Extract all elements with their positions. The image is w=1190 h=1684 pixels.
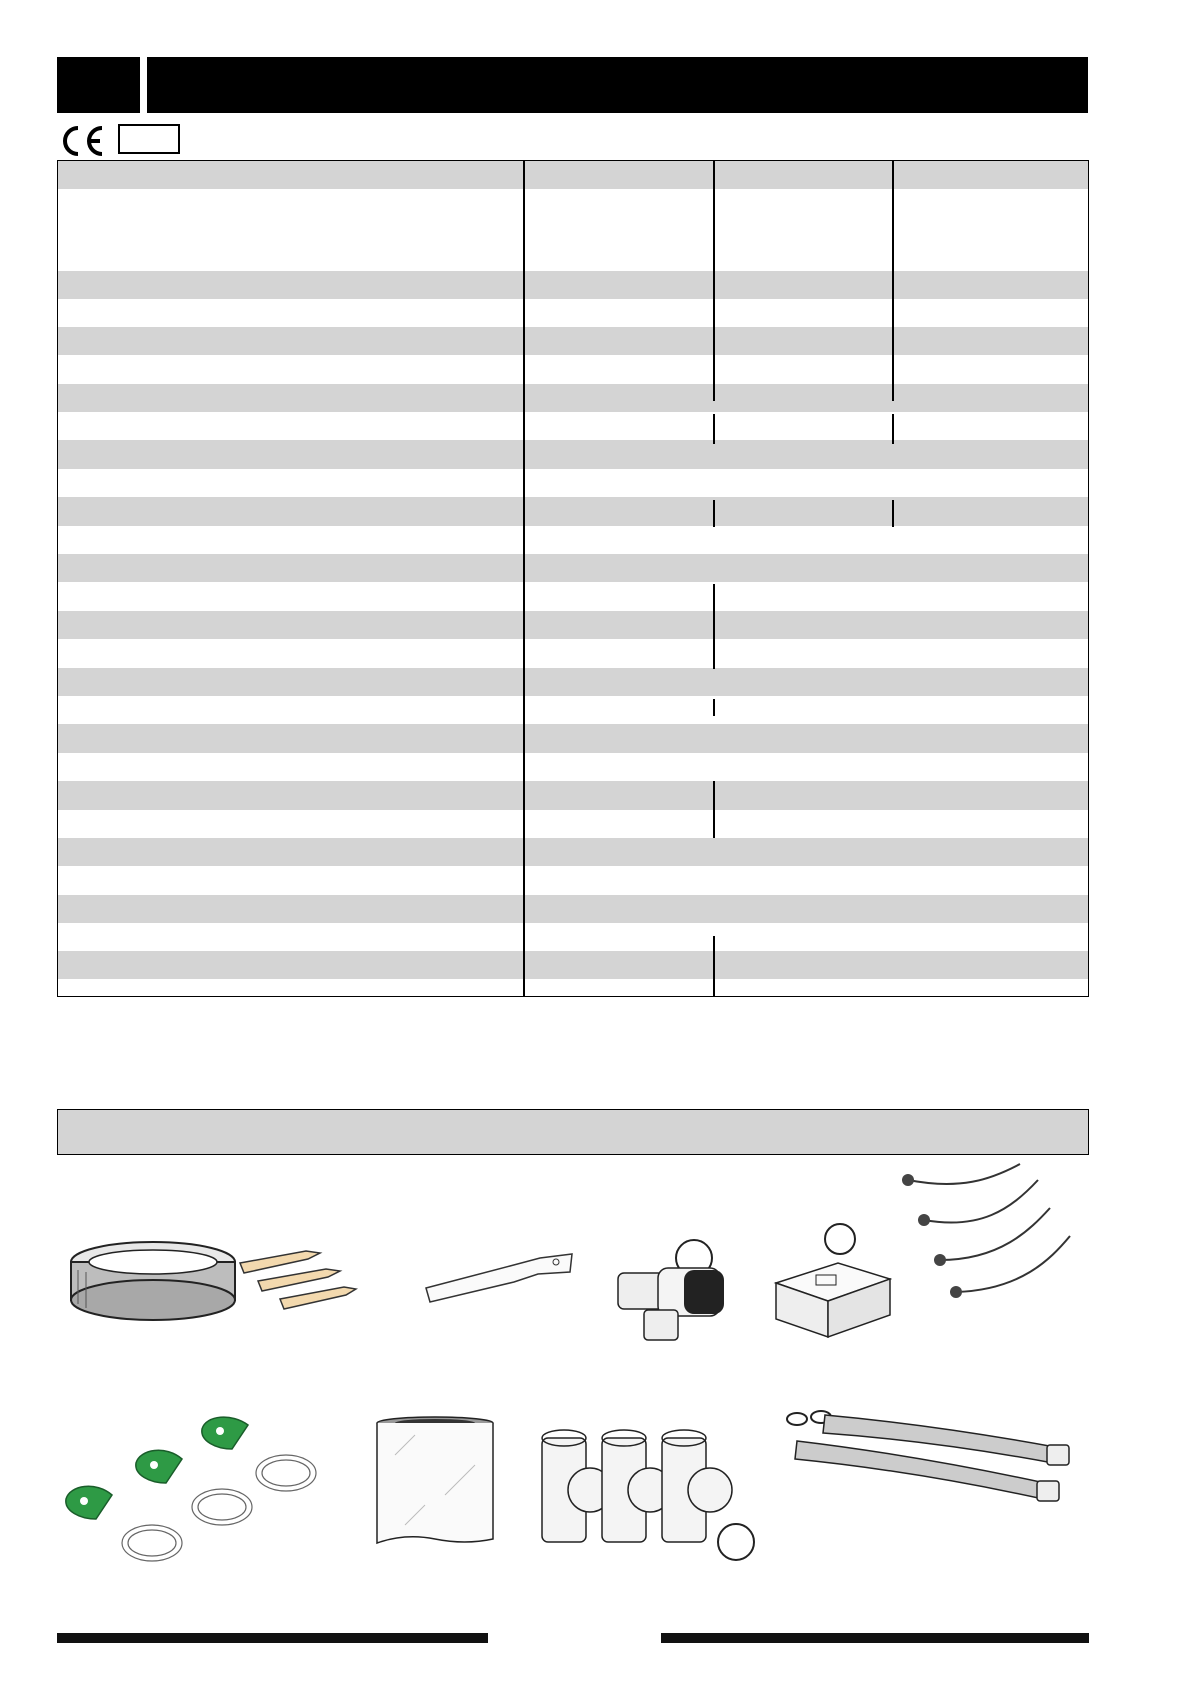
table-row	[58, 639, 1088, 668]
table-row	[58, 271, 1088, 299]
table-row	[58, 412, 1088, 440]
table-row	[58, 724, 1088, 753]
table-row	[58, 781, 1088, 810]
table-row	[58, 161, 1088, 189]
column-divider	[713, 781, 715, 838]
table-row	[58, 838, 1088, 866]
footer-bar-left	[57, 1633, 488, 1643]
temperature-sensors-icon	[900, 1160, 1075, 1300]
column-divider	[713, 699, 715, 716]
table-row	[58, 611, 1088, 639]
column-divider	[892, 500, 894, 527]
column-divider	[892, 161, 894, 401]
column-divider	[523, 161, 525, 996]
table-row	[58, 696, 1088, 724]
foil-roll-icon	[375, 1415, 495, 1550]
column-divider	[713, 414, 715, 444]
column-divider	[713, 161, 715, 401]
table-row	[58, 668, 1088, 696]
filter-valves-icon	[538, 1418, 758, 1563]
column-divider	[892, 414, 894, 444]
column-divider	[713, 584, 715, 669]
table-row	[58, 810, 1088, 838]
table-row	[58, 440, 1088, 469]
section-title-bar	[147, 57, 1088, 113]
sensor-pencils-icon	[236, 1247, 358, 1312]
footer-bar-right	[661, 1633, 1089, 1643]
table-row	[58, 895, 1088, 923]
table-row	[58, 554, 1088, 582]
column-divider	[713, 936, 715, 996]
flexible-hoses-icon	[785, 1405, 1075, 1505]
table-row	[58, 469, 1088, 497]
cable-ties-icon	[60, 1415, 330, 1565]
technical-data-table	[57, 160, 1089, 997]
safety-valve-icon	[608, 1238, 738, 1341]
table-row	[58, 951, 1088, 979]
table-row	[58, 355, 1088, 384]
ce-number-box	[118, 124, 180, 154]
table-row	[58, 526, 1088, 554]
paste-sachet-icon	[420, 1248, 575, 1304]
junction-box-icon	[770, 1223, 892, 1339]
section-number-box	[57, 57, 140, 113]
table-row	[58, 299, 1088, 327]
ce-mark-icon	[58, 124, 106, 158]
table-row	[58, 384, 1088, 412]
table-row	[58, 866, 1088, 895]
accessories-header-bar	[57, 1109, 1089, 1155]
table-row	[58, 497, 1088, 526]
aluminium-tape-icon	[68, 1240, 238, 1325]
table-row	[58, 753, 1088, 781]
table-row	[58, 582, 1088, 611]
column-divider	[713, 500, 715, 527]
table-row	[58, 327, 1088, 355]
table-row	[58, 923, 1088, 951]
table-row	[58, 189, 1088, 271]
